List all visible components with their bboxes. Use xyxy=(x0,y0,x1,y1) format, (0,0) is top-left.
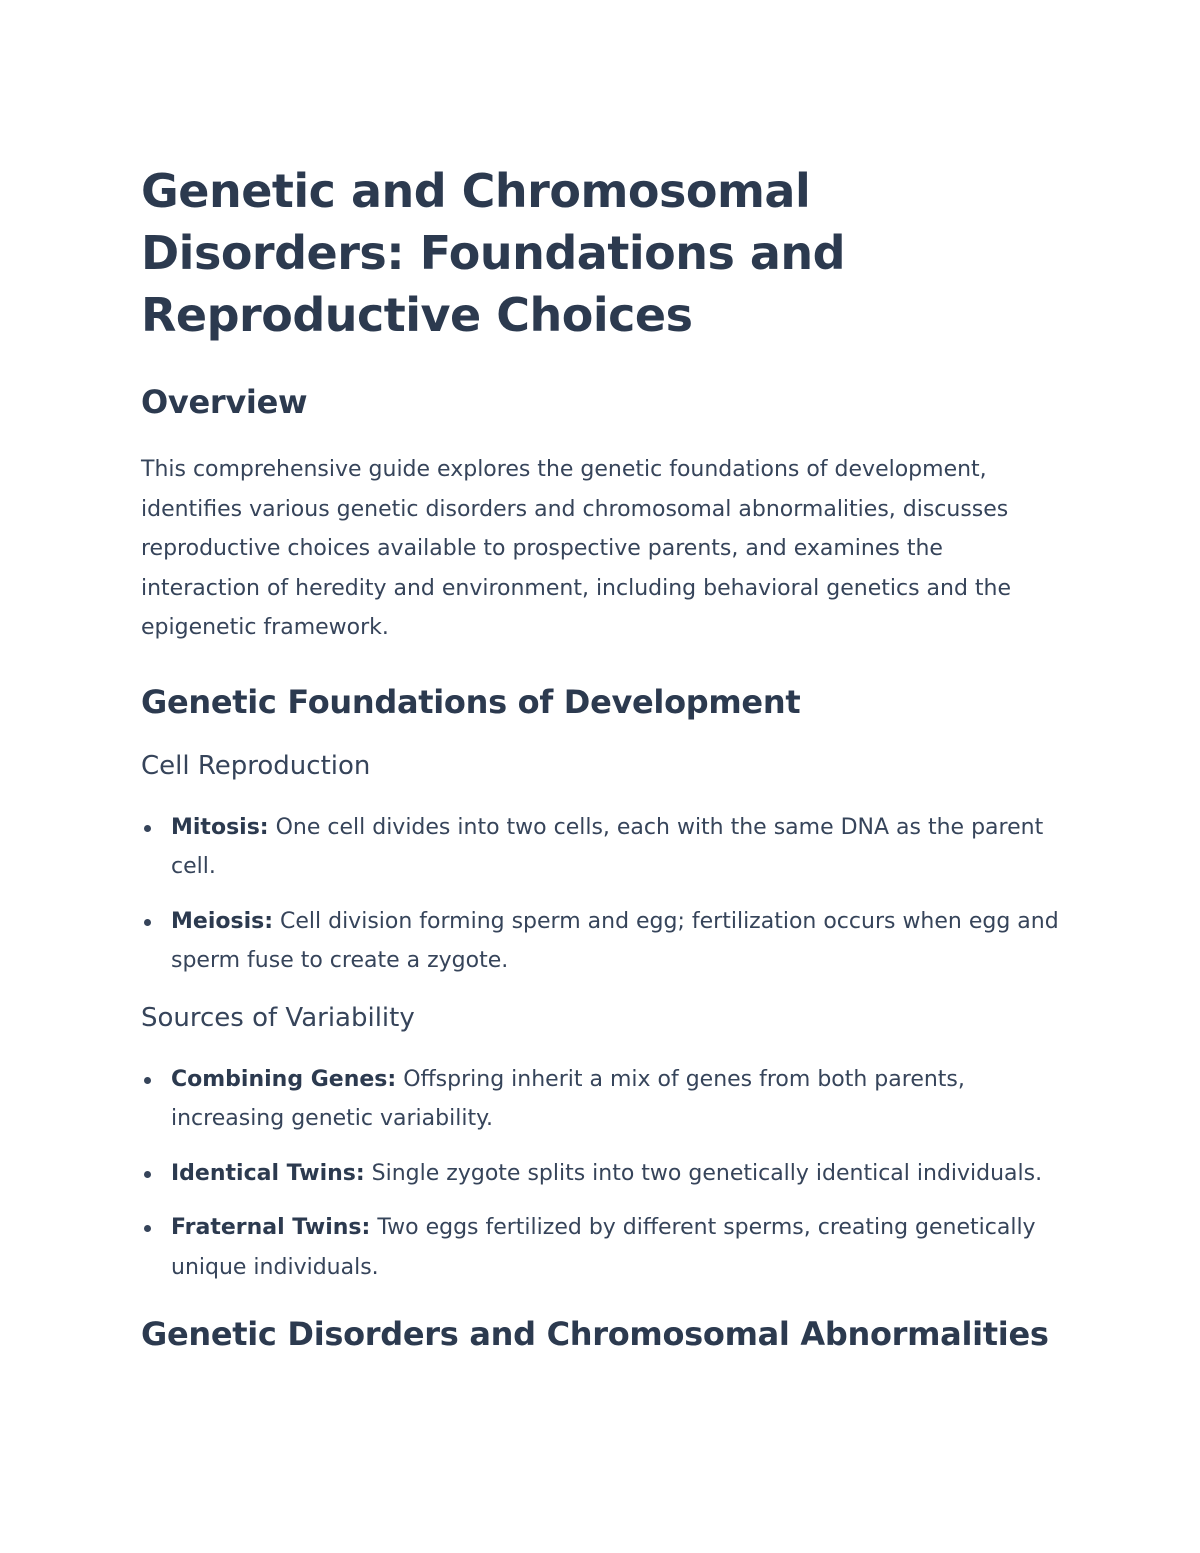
list-item xyxy=(141,1060,1061,1139)
document-page xyxy=(141,160,1061,1363)
list-item-text: One cell divides into two cells, each with the same DNA as the parent cell. xyxy=(171,814,1044,879)
list-item-text: Two eggs fertilized by different sperms, creating genetically unique individuals. xyxy=(171,1215,1036,1280)
cell-reproduction-heading: Cell Reproduction xyxy=(141,750,371,781)
list-item xyxy=(141,1154,1061,1194)
variability-list xyxy=(141,1060,1061,1288)
list-item-term: Meiosis: xyxy=(171,908,273,934)
list-item-term: Mitosis: xyxy=(171,814,269,840)
genetic-foundations-heading: Genetic Foundations of Development xyxy=(141,682,801,721)
disorders-heading: Genetic Disorders and Chromosomal Abnormalities xyxy=(141,1315,1049,1353)
list-item-term: Fraternal Twins: xyxy=(171,1215,371,1240)
list-item-term: Combining Genes: xyxy=(171,1066,397,1092)
cell-reproduction-list xyxy=(141,808,1061,981)
list-item xyxy=(141,902,1061,981)
list-item-text: Offspring inherit a mix of genes from both parents, increasing genetic variability. xyxy=(171,1066,965,1131)
variability-heading: Sources of Variability xyxy=(141,1002,415,1033)
list-item-text: Single zygote splits into two genetically identical individuals. xyxy=(364,1160,1043,1186)
list-item-term: Identical Twins: xyxy=(171,1160,365,1186)
overview-paragraph: This comprehensive guide explores the genetic foundations of development, identifies various genetic disorders and chromosomal abnormalities, discusses reproductive choices available to prospective parents, and examines the interaction of heredity and environment, including behavioral genetics and the epigenetic framework. xyxy=(141,457,1012,640)
list-item-text: Cell division forming sperm and egg; fertilization occurs when egg and sperm fuse to create a zygote. xyxy=(171,908,1059,973)
overview-heading: Overview xyxy=(141,383,308,421)
list-item xyxy=(141,1208,1061,1287)
document-title: Genetic and Chromosomal Disorders: Foundations and Reproductive Choices xyxy=(141,164,846,342)
list-item xyxy=(141,808,1061,887)
